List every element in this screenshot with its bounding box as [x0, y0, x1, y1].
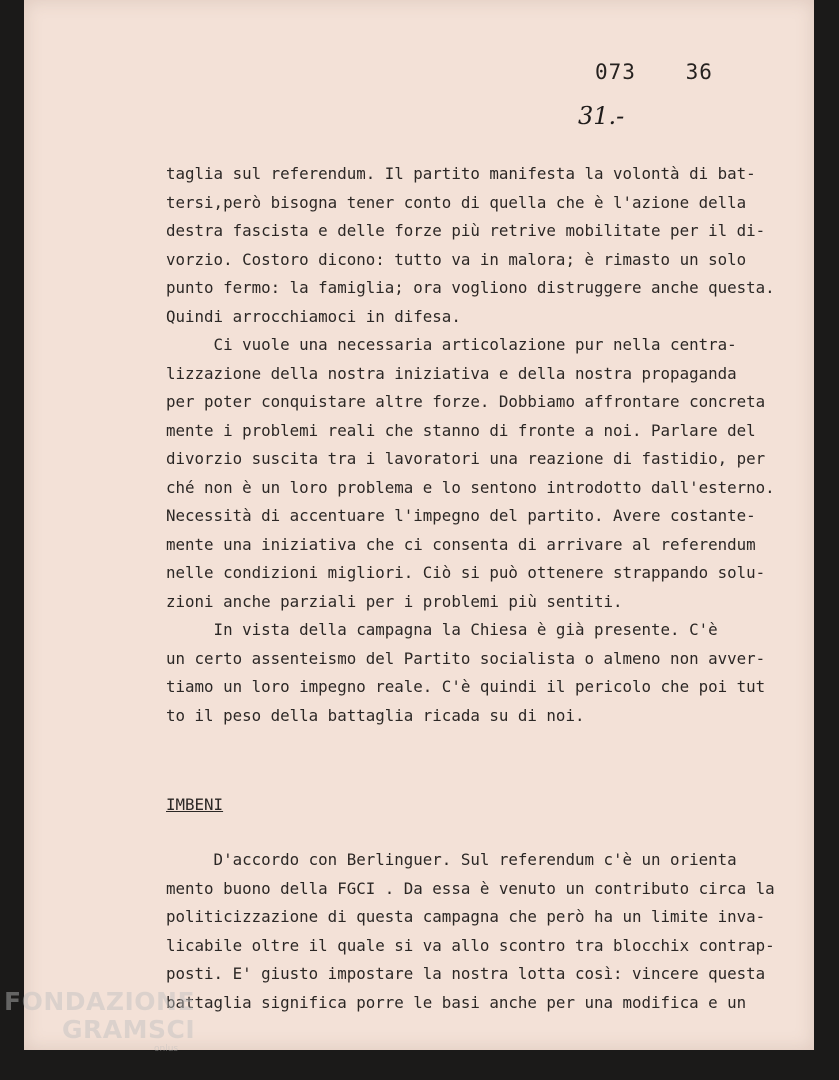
text-line: tiamo un loro impegno reale. C'è quindi il pericolo che poi tut	[166, 677, 766, 696]
text-line: posti. E' giusto impostare la nostra lotta così: vincere questa	[166, 964, 766, 983]
text-line: tersi,però bisogna tener conto di quella che è l'azione della	[166, 192, 747, 212]
speaker-paragraph	[166, 846, 786, 1017]
text-line: Ci vuole una necessaria articolazione pur nella centra-	[166, 335, 737, 354]
text-line: Necessità di accentuare l'impegno del partito. Avere costante-	[166, 506, 756, 525]
text-line: In vista della campagna la Chiesa è già presente. C'è	[166, 620, 718, 639]
text-line: Quindi arrocchiamoci in difesa.	[166, 306, 461, 326]
text-line: nelle condizioni migliori. Ciò si può ottenere strappando solu-	[166, 563, 766, 582]
archive-number	[595, 60, 749, 84]
text-line: politicizzazione di questa campagna che però ha un limite inva-	[166, 907, 766, 926]
text-line: punto fermo: la famiglia; ora vogliono distruggere anche questa.	[166, 278, 775, 297]
speaker-heading: IMBENI	[166, 795, 224, 814]
text-line: destra fascista e delle forze più retrive mobilitate per il di-	[166, 221, 766, 240]
watermark-line-2: GRAMSCI	[62, 1015, 196, 1044]
text-line: mente una iniziativa che ci consenta di arrivare al referendum	[166, 534, 756, 554]
archive-number-2: 36	[685, 60, 713, 84]
text-line: ché non è un loro problema e lo sentono introdotto dall'esterno.	[166, 477, 775, 497]
watermark-line-3: onlus	[154, 1044, 179, 1054]
text-line: per poter conquistare altre forze. Dobbiamo affrontare concreta	[166, 392, 766, 411]
text-line: battaglia significa porre le basi anche per una modifica e un	[166, 992, 747, 1012]
handwritten-page-number: 31.-	[578, 102, 625, 130]
text-line: mente i problemi reali che stanno di fronte a noi. Parlare del	[166, 420, 756, 440]
text-line: taglia sul referendum. Il partito manifesta la volontà di bat-	[166, 164, 756, 183]
watermark-line-1: FONDAZIONE	[4, 987, 196, 1016]
text-line: zioni anche parziali per i problemi più sentiti.	[166, 591, 623, 611]
text-line: licabile oltre il quale si va allo scontro tra blocchix contrap-	[166, 935, 775, 955]
text-line: divorzio suscita tra i lavoratori una reazione di fastidio, per	[166, 449, 766, 468]
text-line: mento buono della FGCI . Da essa è venuto un contributo circa la	[166, 878, 775, 898]
text-line: to il peso della battaglia ricada su di noi.	[166, 705, 585, 725]
text-line: lizzazione della nostra iniziativa e della nostra propaganda	[166, 363, 737, 383]
text-line: un certo assenteismo del Partito socialista o almeno non avver-	[166, 648, 766, 668]
archive-number-1: 073	[595, 60, 636, 84]
foundation-watermark-logo	[4, 988, 195, 1054]
main-paragraph	[166, 160, 786, 730]
text-line: vorzio. Costoro dicono: tutto va in malora; è rimasto un solo	[166, 249, 747, 269]
text-line: D'accordo con Berlinguer. Sul referendum c'è un orienta	[166, 850, 737, 869]
